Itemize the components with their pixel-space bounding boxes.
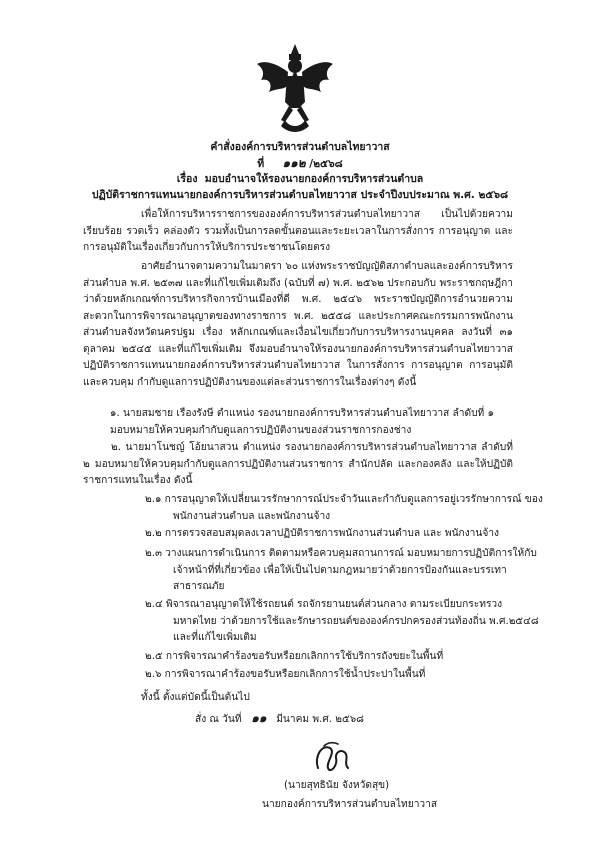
order-title: คำสั่งองค์การบริหารส่วนตำบลไทยาวาส	[210, 141, 390, 153]
subject-text-1: มอบอำนาจให้รองนายกองค์การบริหารส่วนตำบล	[204, 173, 424, 185]
signature-icon	[308, 738, 358, 776]
subject-line-1	[0, 172, 600, 186]
paragraph-authority: อาศัยอำนาจตามความในมาตรา ๖๐ แห่งพระราชบัญญัติสภาตำบลและองค์การบริหารส่วนตำบล พ.ศ. ๒๕๓๗ และที่แก้ไขเพิ่มเติมถึง (ฉบับที่ ๗) พ.ศ. ๒๕๖๒ ประกอบกับ พระราชกฤษฎีกา ว่าด้วยหลักเกณฑ์การบริหารกิจการบ้านเมืองที่ดี พ.ศ. ๒๕๔๖ พระราชบัญญัติการอำนวยความสะดวกในการพิจารณาอนุญาตของทางราชการ พ.ศ. ๒๕๕๘ และประกาศคณะกรรมการพนักงานส่วนตำบลจังหวัดนครปฐม เรื่อง หลักเกณฑ์และเงื่อนไขเกี่ยวกับการบริหารงานบุคคล ลงวันที่ ๓๑ ตุลาคม ๒๕๔๕ และที่แก้ไขเพิ่มเติม จึงมอบอำนาจให้รองนายกองค์การบริหารส่วนตำบลไทยาวาส ปฏิบัติราชการแทนนายกองค์การบริหารส่วนตำบลไทยาวาส ในการสั่งการ การอนุญาต การอนุมัติ และควบคุม กำกับดูแลการปฏิบัติงานของแต่ละส่วนราชการในเรื่องต่างๆ ดังนี้	[83, 261, 513, 388]
signer-title: นายกองค์การบริหารส่วนตำบลไทยาวาส	[262, 799, 438, 810]
order-number-label: ที่	[257, 158, 265, 170]
list-item-2: ๒. นายมาโนชญ์ โอ้ยนาสวน ตำแหน่ง รองนายกองค์การบริหารส่วนตำบลไทยาวาส ลำดับที่ ๒ มอบหมายให้ควบคุมกำกับดูแลการปฏิบัติงานส่วนราชการ สำนักปลัด และกองคลัง และให้ปฏิบัติราชการแทนในเรื่อง ดังนี้	[83, 442, 513, 486]
subject-line-2: ปฏิบัติราชการแทนนายกองค์การบริหารส่วนตำบลไทยาวาส ประจำปีงบประมาณ พ.ศ. ๒๕๖๘	[91, 189, 509, 201]
sub-item-2-2: ๒.๒ การตรวจสอบสมุดลงเวลาปฏิบัติราชการพนักงานส่วนตำบล และ พนักงานจ้าง	[145, 528, 500, 539]
order-year: /๒๕๖๘	[309, 158, 343, 170]
effective-statement: ทั้งนี้ ตั้งแต่บัดนี้เป็นต้นไป	[141, 692, 250, 703]
sub-item-2-1: ๒.๑ การอนุญาตให้เปลี่ยนเวรรักษาการณ์ประจำวันและกำกับดูแลการอยู่เวรรักษาการณ์ ของพนักงานส่วนตำบล และพนักงานจ้าง	[145, 494, 543, 522]
ordered-day: ๑๑	[251, 711, 267, 725]
paragraph-purpose: เพื่อให้การบริหารราชการขององค์การบริหารส่วนตำบลไทยาวาส เป็นไปด้วยความเรียบร้อย รวดเร็ว คล่องตัว รวมทั้งเป็นการลดขั้นตอนและระยะเวลาในการสั่งการ การอนุญาต และการอนุมัติในเรื่องเกี่ยวกับการให้บริการประชาชนโดยตรง	[83, 209, 513, 253]
sub-item-2-5: ๒.๕ การพิจารณาคำร้องขอรับหรือยกเลิกการใช้บริการถังขยะในพื้นที่	[145, 651, 444, 662]
ordered-date	[195, 710, 495, 729]
order-number-value: ๑๑๒	[282, 156, 306, 170]
signer-name: (นายสุทธินัย จังหวัดสุข)	[284, 780, 390, 791]
order-number	[0, 156, 600, 171]
sub-item-2-4: ๒.๔ พิจารณาอนุญาตให้ใช้รถยนต์ รถจักรยานยนต์ส่วนกลาง ตามระเบียบกระทรวงมหาดไทย ว่าด้วยการใช้และรักษารถยนต์ขององค์กรปกครองส่วนท้องถิ่น พ.ศ.๒๕๔๘ และที่แก้ไขเพิ่มเติม	[145, 599, 539, 643]
sub-item-2-3: ๒.๓ วางแผนการดำเนินการ ติดตามหรือควบคุมสถานการณ์ มอบหมายการปฏิบัติการให้กับ เจ้าหน้าที่ที่เกี่ยวข้อง เพื่อให้เป็นไปตามกฎหมายว่าด้วยการป้องกันและบรรเทาสาธารณภัย	[145, 548, 537, 592]
subject-label: เรื่อง	[176, 173, 198, 185]
sub-item-2-6: ๒.๖ การพิจารณาคำร้องขอรับหรือยกเลิกการใช้น้ำประปาในพื้นที่	[145, 669, 426, 680]
ordered-label: สั่ง ณ วันที่	[195, 714, 242, 725]
list-item-1: ๑. นายสมชาย เรืองรังษี ตำแหน่ง รองนายกองค์การบริหารส่วนตำบลไทยาวาส ลำดับที่ ๑ มอบหมายให้ควบคุมกำกับดูแลการปฏิบัติงานของส่วนราชการกองช่าง	[110, 408, 494, 436]
garuda-emblem-icon	[255, 42, 335, 134]
ordered-month-year: มีนาคม พ.ศ. ๒๕๖๘	[276, 714, 365, 725]
